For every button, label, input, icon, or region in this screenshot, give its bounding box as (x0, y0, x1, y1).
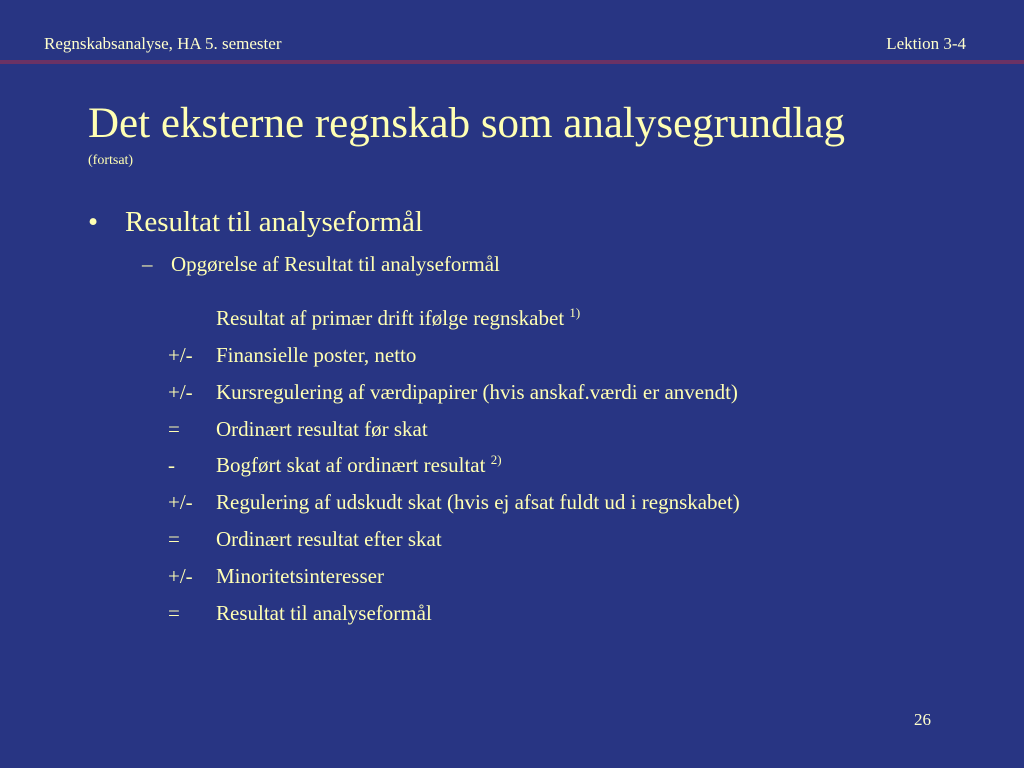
footnote-ref: 1) (569, 305, 581, 320)
calc-line (168, 564, 384, 589)
slide-subtitle: (fortsat) (88, 153, 134, 168)
calc-operator: = (168, 601, 180, 625)
header-divider (0, 60, 1024, 64)
calc-line (168, 417, 428, 442)
calc-line (168, 380, 738, 405)
calc-operator: +/- (168, 343, 193, 367)
page-number: 26 (914, 710, 931, 729)
calc-text: Resultat til analyseformål (216, 601, 432, 625)
header-lecture: Lektion 3-4 (886, 34, 966, 53)
calc-operator: - (168, 453, 175, 477)
bullet-item (88, 206, 423, 239)
calc-operator: = (168, 527, 180, 551)
sub-bullet-text: Opgørelse af Resultat til analyseformål (171, 252, 500, 276)
calc-line (168, 490, 740, 515)
calc-line (168, 601, 432, 626)
calc-text: Resultat af primær drift ifølge regnskabet (216, 306, 565, 330)
calc-operator: +/- (168, 380, 193, 404)
calc-text: Finansielle poster, netto (216, 343, 417, 367)
calc-text: Bogført skat af ordinært resultat (216, 453, 486, 477)
sub-bullet-marker: – (142, 252, 153, 276)
calc-text: Ordinært resultat før skat (216, 417, 428, 441)
calc-line (168, 306, 580, 331)
header-course: Regnskabsanalyse, HA 5. semester (44, 34, 282, 53)
calc-operator: +/- (168, 490, 193, 514)
calc-line (168, 453, 502, 478)
calc-line (168, 527, 442, 552)
bullet-marker: • (88, 206, 99, 238)
calc-text: Ordinært resultat efter skat (216, 527, 442, 551)
calc-operator: +/- (168, 564, 193, 588)
slide-title: Det eksterne regnskab som analysegrundlag (88, 100, 846, 147)
sub-bullet-item (142, 252, 500, 277)
calc-text: Kursregulering af værdipapirer (hvis anskaf.værdi er anvendt) (216, 380, 738, 404)
calc-line (168, 343, 416, 368)
footnote-ref: 2) (490, 452, 502, 467)
calc-text: Regulering af udskudt skat (hvis ej afsat fuldt ud i regnskabet) (216, 490, 740, 514)
calc-text: Minoritetsinteresser (216, 564, 384, 588)
calc-operator: = (168, 417, 180, 441)
bullet-text: Resultat til analyseformål (125, 206, 423, 238)
